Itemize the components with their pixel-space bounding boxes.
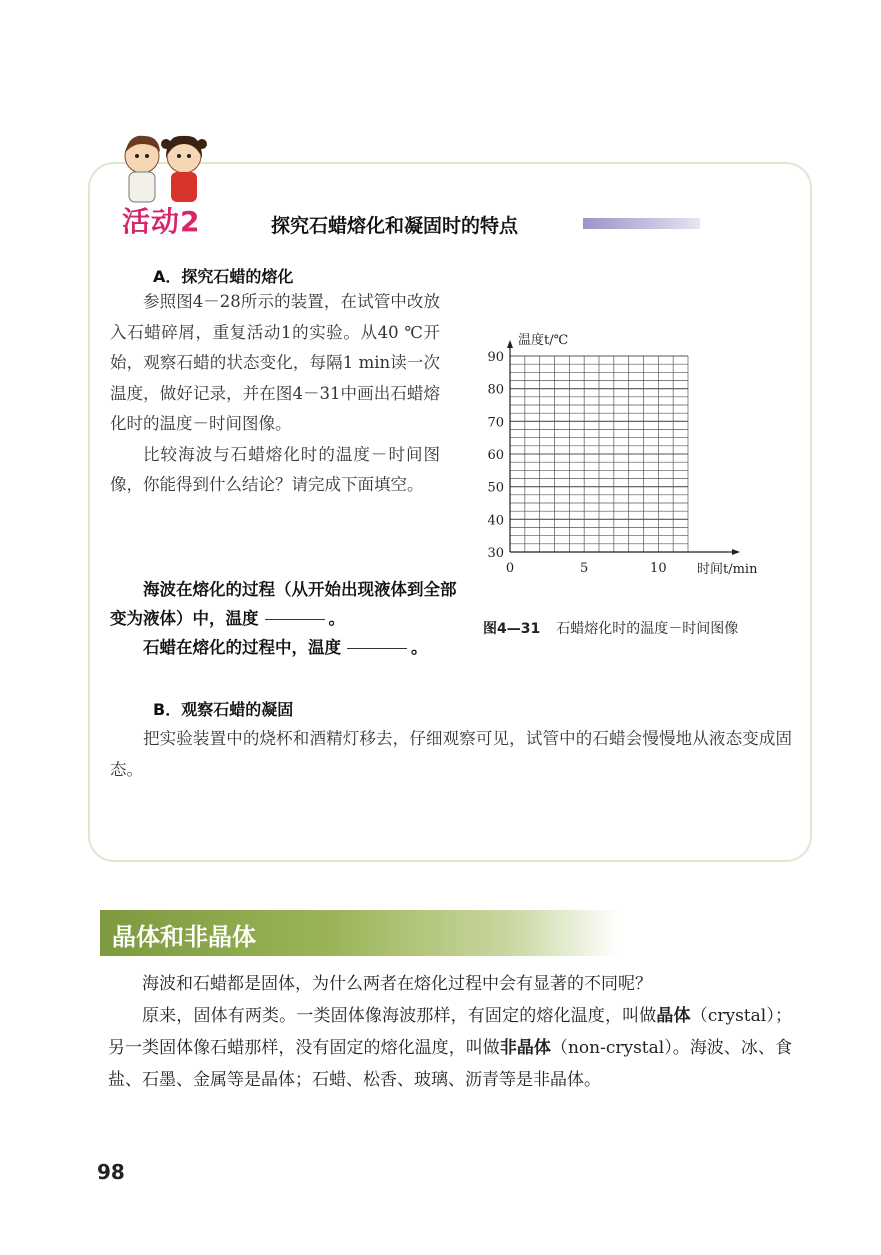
section-title: 晶体和非晶体 bbox=[112, 923, 256, 951]
y-tick-label: 80 bbox=[487, 382, 504, 398]
y-tick-label: 40 bbox=[487, 513, 504, 529]
y-axis-label: 温度t/℃ bbox=[518, 333, 569, 348]
y-tick-label: 70 bbox=[487, 415, 504, 431]
y-tick-label: 50 bbox=[487, 480, 504, 496]
children-illustration bbox=[114, 128, 214, 208]
fill-blank-1-end: 。 bbox=[328, 609, 345, 628]
blank-line-1[interactable] bbox=[265, 605, 325, 620]
fill-blank-1 bbox=[110, 575, 460, 633]
term-non-crystal: 非晶体 bbox=[499, 1038, 551, 1058]
fill-blank-1-text: 海波在熔化的过程（从开始出现液体到全部变为液体）中，温度 bbox=[110, 580, 457, 628]
blank-line-2[interactable] bbox=[347, 634, 407, 649]
part-b-para: 把实验装置中的烧杯和酒精灯移去，仔细观察可见，试管中的石蜡会慢慢地从液态变成固态。 bbox=[110, 729, 792, 779]
figure-number: 图4—31 bbox=[483, 621, 541, 637]
activity-label: 活动2 bbox=[122, 205, 201, 238]
chart-ticks bbox=[487, 350, 666, 576]
fill-blank-2-end: 。 bbox=[411, 638, 428, 657]
part-b-heading: B．观察石蜡的凝固 bbox=[153, 700, 294, 719]
y-axis-arrow bbox=[507, 340, 513, 348]
para2-c: （crystal）；另一类固体像石蜡那样，没有固定的熔化温度，叫做 bbox=[108, 1006, 793, 1058]
para2-e: （non-crystal）。海波、冰、食盐、石墨、金属等是晶体；石蜡、松香、玻璃、沥青等是非晶体。 bbox=[108, 1038, 792, 1090]
section-para2 bbox=[108, 1000, 792, 1096]
x-tick-label: 5 bbox=[580, 561, 589, 576]
x-tick-label: 10 bbox=[650, 561, 667, 576]
section-body bbox=[108, 968, 792, 1096]
x-tick-label: 0 bbox=[505, 561, 515, 576]
y-tick-label: 60 bbox=[487, 448, 504, 463]
chart-grid bbox=[510, 356, 688, 552]
y-tick-label: 30 bbox=[487, 546, 504, 561]
part-a-para2: 比较海波与石蜡熔化时的温度－时间图像，你能得到什么结论？请完成下面填空。 bbox=[110, 444, 440, 494]
x-axis-label: 时间t/min bbox=[697, 562, 758, 577]
section-para1: 海波和石蜡都是固体，为什么两者在熔化过程中会有显著的不同呢？ bbox=[142, 974, 652, 994]
part-b-text bbox=[110, 724, 792, 785]
fill-blank-2-text: 石蜡在熔化的过程中，温度 bbox=[143, 638, 341, 657]
section-header bbox=[100, 910, 620, 956]
y-tick-label: 90 bbox=[487, 350, 504, 365]
part-a-text bbox=[110, 287, 440, 501]
part-a-para1: 参照图4－28所示的装置，在试管中改放入石蜡碎屑，重复活动1的实验。从40 ℃开始，观察石蜡的状态变化，每隔1 min读一次温度，做好记录，并在图4－31中画出石蜡熔化时的温度－时间图像。 bbox=[110, 292, 440, 433]
term-crystal: 晶体 bbox=[656, 1006, 691, 1026]
para2-a: 原来，固体有两类。一类固体像海波那样，有固定的熔化温度，叫做 bbox=[142, 1006, 657, 1026]
x-axis-arrow bbox=[732, 549, 740, 555]
figure-caption-text: 石蜡熔化时的温度－时间图像 bbox=[556, 621, 739, 637]
part-a-heading: A．探究石蜡的熔化 bbox=[153, 267, 294, 286]
activity-title: 探究石蜡熔化和凝固时的特点 bbox=[271, 215, 519, 237]
title-decor-bar bbox=[583, 218, 700, 229]
temperature-time-chart bbox=[470, 322, 790, 582]
fill-blank-2 bbox=[110, 633, 470, 662]
figure-caption bbox=[483, 618, 738, 638]
page-number: 98 bbox=[97, 1160, 125, 1184]
